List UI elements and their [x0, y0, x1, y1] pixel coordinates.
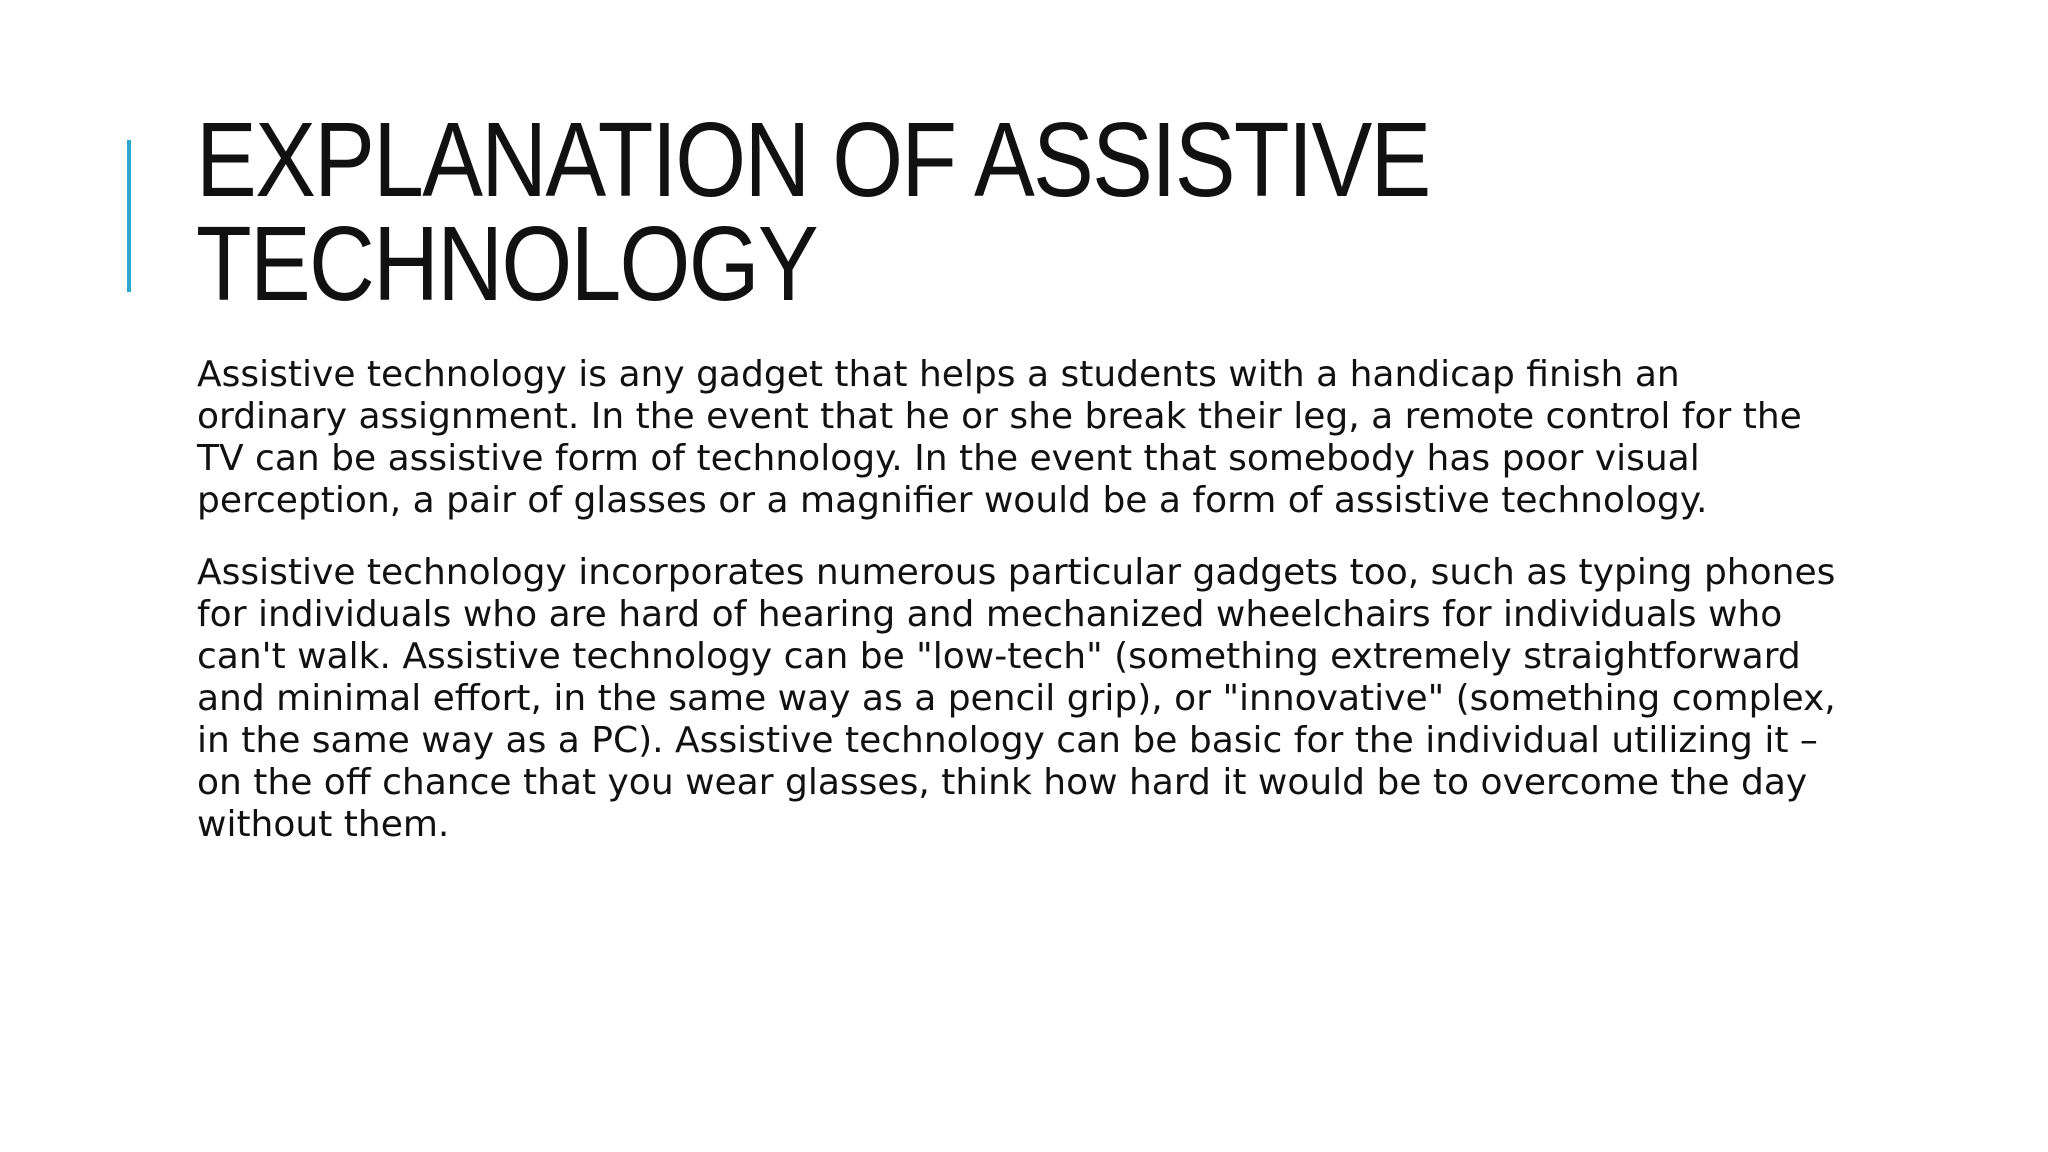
title-accent-bar	[127, 140, 131, 292]
slide-title: EXPLANATION OF ASSISTIVE TECHNOLOGY	[196, 101, 1430, 323]
body-paragraph-1: Assistive technology is any gadget that helps a students with a handicap finish an ordinary assignment. In the event that he or she break their leg, a remote control for the TV can be assistive form of technology. In the event that somebody has poor visual perception, a pair of glasses or a magnifier would be a form of assistive technology.	[197, 354, 1802, 521]
slide-body	[197, 354, 1837, 876]
body-paragraph-2: Assistive technology incorporates numerous particular gadgets too, such as typing phones for individuals who are hard of hearing and mechanized wheelchairs for individuals who can't walk. Assistive technology can be "low-tech" (something extremely straightforward and minimal effort, in the same way as a pencil grip), or "innovative" (something complex, in the same way as a PC). Assistive technology can be basic for the individual utilizing it – on the off chance that you wear glasses, think how hard it would be to overcome the day without them.	[197, 552, 1836, 845]
